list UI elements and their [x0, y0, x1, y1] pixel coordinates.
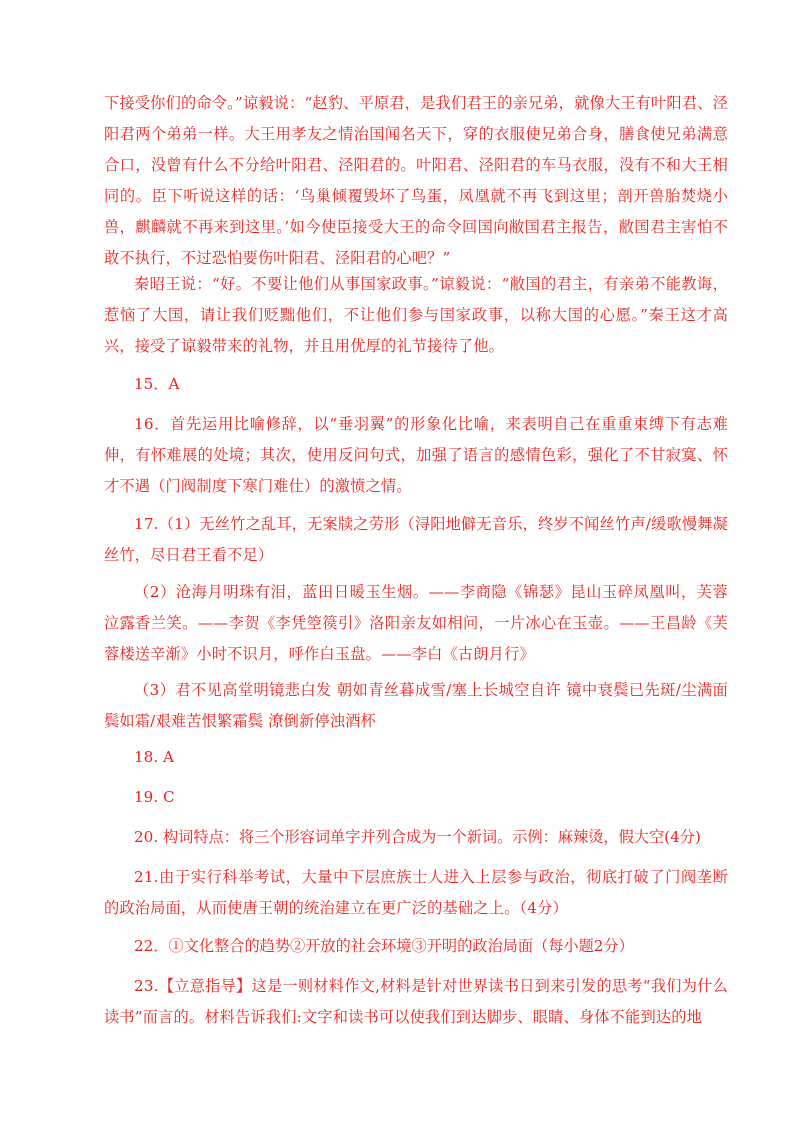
answer-17-1: 17.（1）无丝竹之乱耳，无案牍之劳形（浔阳地僻无音乐，终岁不闻丝竹声/缓歌慢舞凝丝竹，尽日君王看不足） — [104, 515, 728, 564]
translation-paragraph-1: 下接受你们的命令。”谅毅说：“赵豹、平原君，是我们君王的亲兄弟，就像大王有叶阳君、泾阳君两个弟弟一样。大王用孝友之情治国闻名天下，穿的衣服使兄弟合身，膳食使兄弟满意合口，没曾有什么不分给叶阳君、泾阳君的。叶阳君、泾阳君的车马衣服，没有不和大王相同的。臣下听说这样的话：‘鸟巢倾覆毁坏了鸟蛋，凤凰就不再飞到这里；剖开兽胎焚烧小兽，麒麟就不再来到这里。’如今使臣接受大王的命令回国向敝国君主报告，敝国君主害怕不敢不执行，不过恐怕要伤叶阳君、泾阳君的心吧？” — [104, 94, 728, 267]
answer-22: 22．①文化整合的趋势②开放的社会环境③开明的政治局面（每小题2分） — [134, 937, 634, 955]
answer-21: 21.由于实行科举考试，大量中下层庶族士人进入上层参与政治，彻底打破了门阀垄断的政治局面，从而使唐王朝的统治建立在更广泛的基础之上。（4分） — [104, 868, 728, 917]
answer-17-3: （3）君不见高堂明镜悲白发 朝如青丝暮成雪/塞上长城空自许 镜中衰鬓已先斑/尘满面鬓如霜/艰难苦恨繁霜鬓 潦倒新停浊酒杯 — [104, 681, 728, 730]
answer-16: 16．首先运用比喻修辞，以“垂羽翼”的形象化比喻，来表明自己在重重束缚下有志难伸，有怀难展的处境；其次，使用反问句式，加强了语言的感情色彩，强化了不甘寂寞、怀才不遇（门阀制度下寒门难仕）的激愤之情。 — [104, 415, 728, 495]
answer-17-2: （2）沧海月明珠有泪，蓝田日暖玉生烟。——李商隐《锦瑟》昆山玉碎凤凰叫，芙蓉泣露香兰笑。——李贺《李凭箜篌引》洛阳亲友如相问，一片冰心在玉壶。——王昌龄《芙蓉楼送辛渐》小时不识月，呼作白玉盘。——李白《古朗月行》 — [104, 583, 728, 663]
answer-20: 20. 构词特点：将三个形容词单字并列合成为一个新词。示例：麻辣烫，假大空(4分) — [134, 828, 701, 846]
answer-19: 19. C — [134, 788, 175, 806]
answer-18: 18. A — [134, 748, 174, 766]
translation-paragraph-2: 秦昭王说：“好。不要让他们从事国家政事。”谅毅说：“敝国的君主，有亲弟不能教诲，惹恼了大国，请让我们贬黜他们，不让他们参与国家政事，以称大国的心愿。”秦王这才高兴，接受了谅毅带来的礼物，并且用优厚的礼节接待了他。 — [104, 275, 728, 355]
answer-23: 23.【立意指导】这是一则材料作文,材料是针对世界读书日到来引发的思考“我们为什么读书”而言的。材料告诉我们:文字和读书可以使我们到达脚步、眼睛、身体不能到达的地 — [104, 977, 728, 1026]
answer-15: 15．A — [134, 375, 180, 393]
